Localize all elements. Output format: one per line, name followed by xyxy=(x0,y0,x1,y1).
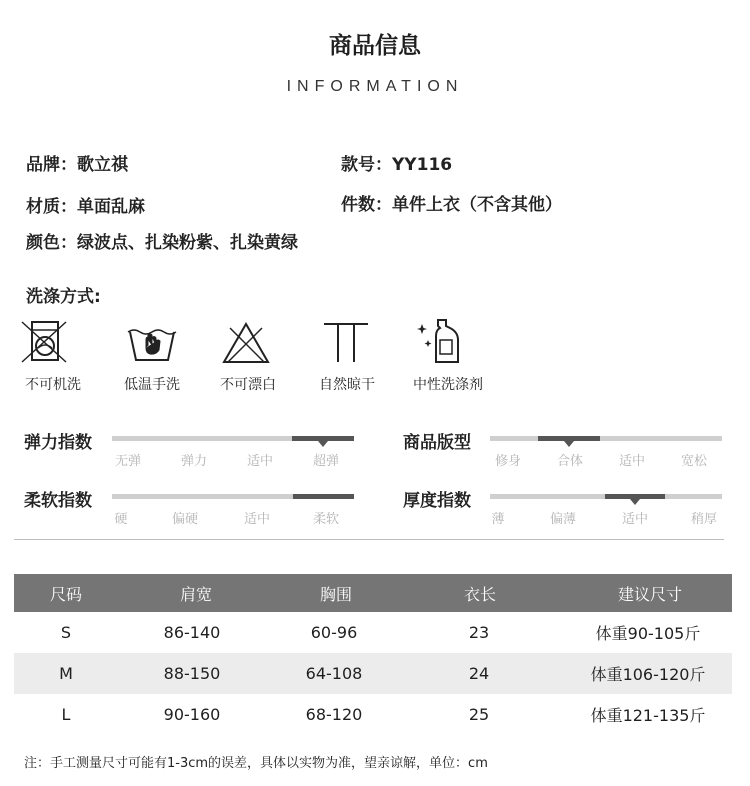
rating-title-thickness: 厚度指数 xyxy=(403,491,471,511)
table-cell: L xyxy=(61,705,71,724)
hand-wash-icon xyxy=(126,318,178,366)
section-divider xyxy=(14,539,724,540)
table-cell: 体重106-120斤 xyxy=(590,665,706,684)
wash-label-no-bleach: 不可漂白 xyxy=(220,377,276,393)
table-row xyxy=(14,694,732,735)
table-row xyxy=(14,612,732,653)
table-cell: 60-96 xyxy=(310,623,358,642)
rating-marker-elasticity xyxy=(318,441,328,447)
rating-track-elasticity xyxy=(112,436,354,441)
rating-tick: 超弹 xyxy=(312,454,340,469)
wash-label-hand-wash: 低温手洗 xyxy=(124,377,180,393)
measurement-note: 注：手工测量尺寸可能有1-3cm的误差，具体以实物为准，望亲谅解，单位：cm xyxy=(24,756,488,771)
washing-title: 洗涤方式: xyxy=(26,287,101,307)
table-cell: 68-120 xyxy=(305,705,363,724)
wash-label-hang-dry: 自然晾干 xyxy=(319,377,375,393)
rating-tick: 薄 xyxy=(491,512,505,527)
rating-title-fit: 商品版型 xyxy=(403,433,471,453)
style-number-info: 款号：YY116 xyxy=(341,155,453,175)
rating-tick: 宽松 xyxy=(680,454,708,469)
table-cell: 86-140 xyxy=(163,623,221,642)
table-cell: 24 xyxy=(468,664,490,683)
table-header-cell: 衣长 xyxy=(463,584,497,604)
table-cell: 90-160 xyxy=(163,705,221,724)
colors-info: 颜色：绿波点、扎染粉紫、扎染黄绿 xyxy=(26,233,298,253)
neutral-detergent-icon xyxy=(414,318,466,366)
table-cell: 体重121-135斤 xyxy=(590,706,706,725)
table-cell: M xyxy=(59,664,73,683)
rating-tick: 修身 xyxy=(494,454,522,469)
rating-title-softness: 柔软指数 xyxy=(24,491,92,511)
rating-tick: 硬 xyxy=(114,512,128,527)
table-cell: 25 xyxy=(468,705,490,724)
rating-track-fit xyxy=(490,436,722,441)
rating-track-softness xyxy=(112,494,354,499)
table-cell: 23 xyxy=(468,623,490,642)
table-header-cell: 肩宽 xyxy=(179,584,213,604)
rating-tick: 柔软 xyxy=(312,512,340,527)
rating-selection-softness xyxy=(293,494,354,499)
table-header-cell: 建议尺寸 xyxy=(617,584,683,604)
page-title: 商品信息 xyxy=(329,33,421,59)
brand-info: 品牌：歌立祺 xyxy=(26,155,128,175)
wash-label-no-machine: 不可机洗 xyxy=(25,377,81,393)
page-subtitle: INFORMATION xyxy=(286,78,464,95)
rating-track-thickness xyxy=(490,494,722,499)
rating-tick: 合体 xyxy=(556,454,584,469)
table-header-row xyxy=(14,574,732,612)
rating-tick: 适中 xyxy=(243,512,271,527)
rating-tick: 偏硬 xyxy=(171,512,199,527)
table-cell: 88-150 xyxy=(163,664,221,683)
rating-marker-thickness xyxy=(630,499,640,505)
rating-tick: 弹力 xyxy=(180,454,208,469)
wash-label-neutral-detergent: 中性洗涤剂 xyxy=(413,377,483,393)
rating-tick: 稍厚 xyxy=(690,512,718,527)
no-bleach-icon xyxy=(220,318,272,366)
rating-tick: 偏薄 xyxy=(549,512,577,527)
rating-tick: 适中 xyxy=(246,454,274,469)
table-row xyxy=(14,653,732,694)
rating-tick: 适中 xyxy=(621,512,649,527)
rating-tick: 无弹 xyxy=(114,454,142,469)
table-header-cell: 尺码 xyxy=(49,584,83,604)
hang-dry-icon xyxy=(320,318,372,366)
size-table xyxy=(14,574,732,735)
pieces-info: 件数：单件上衣（不含其他） xyxy=(341,195,562,215)
table-header-cell: 胸围 xyxy=(319,584,353,604)
material-info: 材质：单面乱麻 xyxy=(26,197,145,217)
rating-title-elasticity: 弹力指数 xyxy=(24,433,92,453)
table-cell: 体重90-105斤 xyxy=(595,624,701,643)
table-cell: 64-108 xyxy=(305,664,363,683)
table-cell: S xyxy=(60,623,72,642)
no-machine-wash-icon xyxy=(18,318,70,366)
rating-marker-fit xyxy=(564,441,574,447)
rating-tick: 适中 xyxy=(618,454,646,469)
